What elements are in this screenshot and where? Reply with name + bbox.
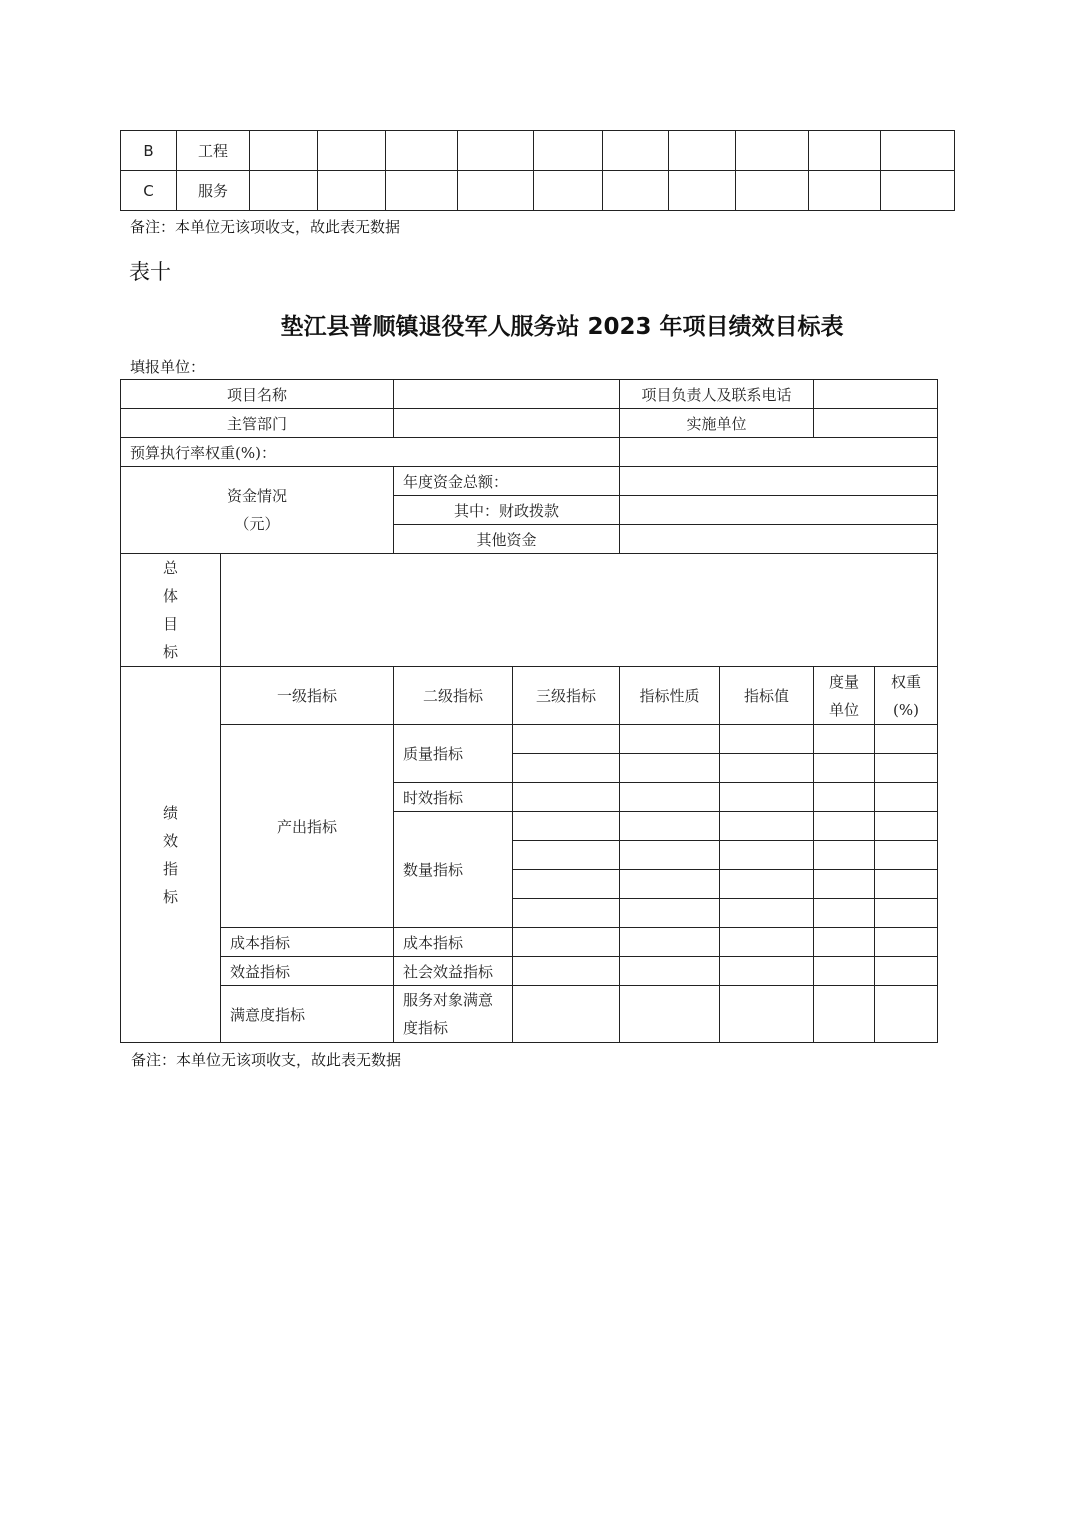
budget-exec-weight-label: 预算执行率权重(%)： <box>121 438 620 467</box>
table-row <box>121 986 938 1043</box>
fiscal-allocation-value <box>620 496 938 525</box>
header-nature: 指标性质 <box>620 667 720 725</box>
impl-unit-value <box>814 409 938 438</box>
output-indicator-label: 产出指标 <box>221 725 394 928</box>
row-code: B <box>121 131 177 171</box>
other-funds-label: 其他资金 <box>394 525 620 554</box>
benefit-indicator-label: 效益指标 <box>221 957 394 986</box>
header-level3: 三级指标 <box>513 667 620 725</box>
table-row <box>121 667 938 725</box>
fill-unit-label: 填报单位： <box>130 358 206 376</box>
budget-exec-weight-value <box>620 438 938 467</box>
social-benefit-indicator-label: 社会效益指标 <box>394 957 513 986</box>
section-label: 表十 <box>129 260 171 284</box>
satisfaction-indicator-label: 满意度指标 <box>221 986 394 1043</box>
supervisor-dept-label: 主管部门 <box>121 409 394 438</box>
header-level2: 二级指标 <box>394 667 513 725</box>
service-satisfaction-label: 服务对象满意 度指标 <box>394 986 513 1043</box>
timeliness-indicator-label: 时效指标 <box>394 783 513 812</box>
header-level1: 一级指标 <box>221 667 394 725</box>
other-funds-value <box>620 525 938 554</box>
cost-indicator-l2: 成本指标 <box>394 928 513 957</box>
annual-total-value <box>620 467 938 496</box>
project-name-value <box>394 380 620 409</box>
table-row <box>121 131 955 171</box>
performance-form <box>120 379 938 1043</box>
table-row <box>121 380 938 409</box>
header-weight: 权重 (%) <box>875 667 938 725</box>
supervisor-dept-value <box>394 409 620 438</box>
annual-total-label: 年度资金总额： <box>394 467 620 496</box>
row-name: 工程 <box>177 131 250 171</box>
overall-goal-label: 总 体 目 标 <box>121 554 221 667</box>
project-lead-phone-label: 项目负责人及联系电话 <box>620 380 814 409</box>
overall-goal-value <box>221 554 938 667</box>
quality-indicator-label: 质量指标 <box>394 725 513 783</box>
row-code: C <box>121 171 177 211</box>
table-row <box>121 957 938 986</box>
bottom-note: 备注：本单位无该项收支，故此表无数据 <box>131 1051 402 1069</box>
header-unit: 度量 单位 <box>814 667 875 725</box>
table-row <box>121 438 938 467</box>
row-name: 服务 <box>177 171 250 211</box>
project-name-label: 项目名称 <box>121 380 394 409</box>
top-table-note: 备注：本单位无该项收支，故此表无数据 <box>130 218 401 236</box>
table-row <box>121 171 955 211</box>
project-lead-phone-value <box>814 380 938 409</box>
top-table <box>120 130 955 211</box>
table-row <box>121 467 938 496</box>
quantity-indicator-label: 数量指标 <box>394 812 513 928</box>
table-row <box>121 725 938 754</box>
fund-status-label: 资金情况 （元） <box>121 467 394 554</box>
impl-unit-label: 实施单位 <box>620 409 814 438</box>
cost-indicator-l1: 成本指标 <box>221 928 394 957</box>
fiscal-allocation-label: 其中：财政拨款 <box>394 496 620 525</box>
table-row <box>121 554 938 667</box>
perf-indicator-label: 绩 效 指 标 <box>121 667 221 1043</box>
table-row <box>121 409 938 438</box>
page-title: 垫江县普顺镇退役军人服务站 2023 年项目绩效目标表 <box>280 314 844 340</box>
header-value: 指标值 <box>720 667 814 725</box>
table-row <box>121 928 938 957</box>
